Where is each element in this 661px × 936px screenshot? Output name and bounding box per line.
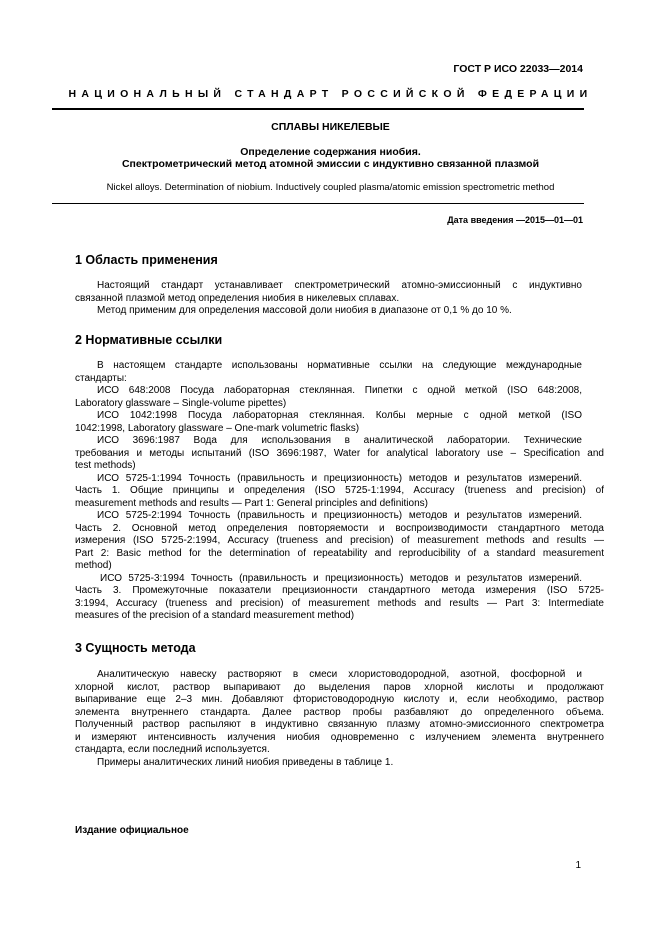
doc-title: СПЛАВЫ НИКЕЛЕВЫЕ — [271, 121, 390, 133]
title-rule — [52, 203, 584, 204]
section-2-line: measures of the precision of a standard measurement method) — [75, 610, 355, 621]
section-3-line: выпаривание еще 2–3 мин. Добавляют фтористоводородную кислоту и, если необходимо, раствор — [75, 694, 604, 705]
section-3-line: и измеряют интенсивность излучения ниобия одновременно с излучением элемента внутреннего — [75, 731, 604, 743]
section-3-line: Полученный раствор распыляют в индуктивно связанную плазму атомно-эмиссионного спектрометра — [75, 719, 604, 730]
section-2-line: measurement methods and results — Part 1: General principles and definitions) — [75, 497, 428, 509]
section-1-line: связанной плазмой метод определения ниобия в никелевых сплавах. — [75, 292, 400, 304]
section-2-line: требования и методы испытаний (ISO 3696:1987, Water for analytical laboratory use – Specification and — [75, 447, 604, 459]
section-2-line: Часть 3. Промежуточные показатели прецизионности стандартного метода измерения (ISO 5725- — [75, 585, 604, 596]
header-rule — [52, 108, 584, 110]
section-2-line: ИСО 5725-2:1994 Точность (правильность и прецизионность) методов и результатов измерений. — [97, 510, 582, 521]
section-2-line: ИСО 3696:1987 Вода для использования в аналитической лаборатории. Технические — [97, 435, 582, 446]
section-2-line: test methods) — [75, 460, 136, 471]
section-3-line: Аналитическую навеску растворяют в смеси хлористоводородной, азотной, фосфорной и — [97, 669, 582, 680]
section-2-line: method) — [75, 560, 112, 571]
section-1-heading: 1 Область применения — [75, 253, 218, 267]
standard-code: ГОСТ Р ИСО 22033—2014 — [453, 63, 583, 75]
section-2-line: стандарты: — [75, 372, 127, 384]
section-2-line: ИСО 5725-1:1994 Точность (правильность и прецизионность) методов и результатов измерений. — [97, 472, 582, 484]
section-2-line: В настоящем стандарте использованы нормативные ссылки на следующие международные — [97, 360, 582, 371]
section-2-line: 1042:1998, Laboratory glassware – One-mark volumetric flasks) — [75, 422, 360, 434]
doc-subtitle-line1: Определение содержания ниобия. — [240, 146, 421, 158]
section-2-line: ИСО 5725-3:1994 Точность (правильность и прецизионность) методов и результатов измерений. — [100, 572, 582, 584]
section-3-line: Примеры аналитических линий ниобия приведены в таблице 1. — [97, 756, 394, 768]
section-1-body — [75, 280, 582, 318]
section-2-line: Laboratory glassware – Single-volume pipettes) — [75, 397, 287, 409]
section-2-line: измерения (ISO 5725-2:1994, Accuracy (trueness and precision) of measurement methods and results — — [75, 535, 604, 546]
section-2-body — [75, 360, 604, 623]
section-3-line: стандарта, если последний используется. — [75, 744, 270, 755]
section-3-heading: 3 Сущность метода — [75, 641, 196, 655]
section-2-line: ИСО 1042:1998 Посуда лабораторная стеклянная. Колбы мерные с одной меткой (ISO — [97, 410, 582, 421]
official-edition-label: Издание официальное — [75, 825, 189, 836]
introduction-date: Дата введения —2015—01—01 — [447, 215, 583, 225]
section-2-line: Часть 2. Основной метод определения повторяемости и воспроизводимости стандартного метода — [75, 522, 604, 534]
section-2-line: ИСО 648:2008 Посуда лабораторная стеклянная. Пипетки с одной меткой (ISO 648:2008, — [97, 385, 582, 396]
doc-subtitle-line2: Спектрометрический метод атомной эмиссии с индуктивно связанной плазмой — [121, 158, 540, 170]
section-3-body — [75, 669, 604, 769]
section-2-line: 3:1994, Accuracy (trueness and precision) of measurement methods and results — Part 3: Intermediate — [75, 597, 604, 609]
section-3-line: элемента внутреннего стандарта. Далее раствор пробы разбавляют до определенного объема. — [75, 706, 604, 718]
section-1-line: Настоящий стандарт устанавливает спектрометрический атомно-эмиссионный с индуктивно — [97, 280, 582, 291]
section-1-line: Метод применим для определения массовой доли ниобия в диапазоне от 0,1 % до 10 %. — [97, 305, 512, 316]
section-2-line: Part 2: Basic method for the determination of repeatability and reproducibility of a standard measurement — [75, 547, 604, 559]
doc-title-english: Nickel alloys. Determination of niobium. Inductively coupled plasma/atomic emission spectrometric method — [106, 182, 555, 193]
section-2-line: Часть 1. Общие принципы и определения (ISO 5725-1:1994, Accuracy (trueness and precision) of — [75, 485, 604, 496]
section-3-line: хлорной кислот, раствор выпаривают до выделения паров хлорной кислоты и продолжают — [75, 681, 604, 693]
section-2-heading: 2 Нормативные ссылки — [75, 333, 223, 347]
page-number: 1 — [575, 860, 581, 871]
national-standard-title: НАЦИОНАЛЬНЫЙ СТАНДАРТ РОССИЙСКОЙ ФЕДЕРАЦИИ — [68, 88, 593, 100]
